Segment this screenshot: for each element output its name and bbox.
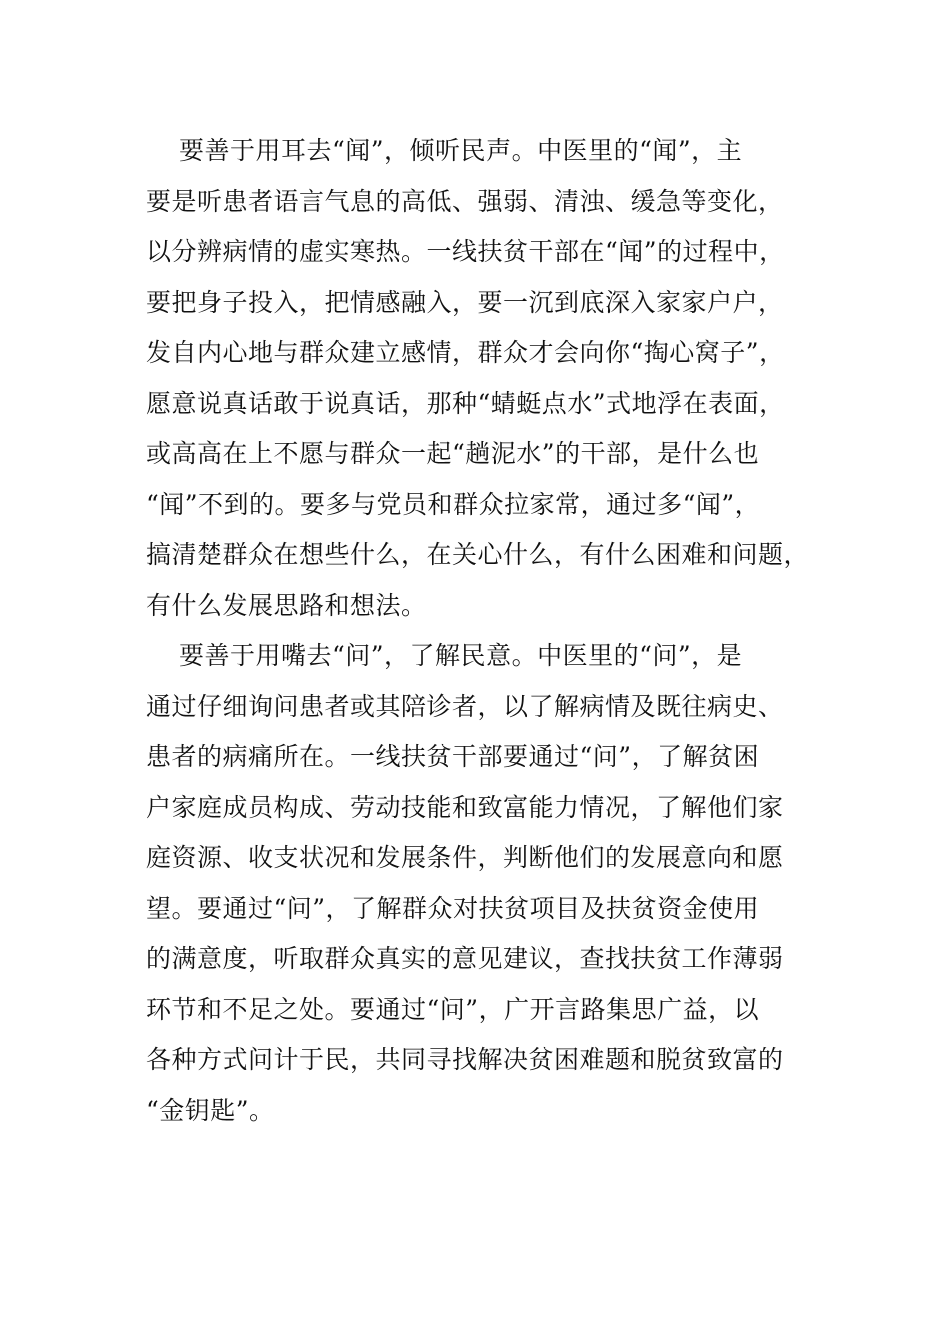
paragraph-line: 以分辨病情的虚实寒热。一线扶贫干部在“闻”的过程中， (146, 237, 785, 266)
paragraph-line: 要善于用嘴去“问”，了解民意。中医里的“问”，是 (179, 641, 743, 670)
paragraph-line: 或高高在上不愿与群众一起“趟泥水”的干部，是什么也 (146, 439, 760, 468)
paragraph-line: “闻”不到的。要多与党员和群众拉家常，通过多“闻”， (146, 489, 761, 519)
paragraph-line: 发自内心地与群众建立感情，群众才会向你“掏心窝子”， (146, 338, 785, 367)
paragraph-line: 环节和不足之处。要通过“问”，广开言路集思广益，以 (146, 994, 760, 1024)
paragraph-asking (146, 631, 806, 1136)
paragraph-listening (146, 126, 810, 631)
paragraph-line: 搞清楚群众在想些什么，在关心什么，有什么困难和问题， (146, 540, 810, 569)
paragraph-line: 患者的病痛所在。一线扶贫干部要通过“问”，了解贫困 (146, 742, 760, 771)
paragraph-line: 要是听患者语言气息的高低、强弱、清浊、缓急等变化， (146, 186, 784, 216)
paragraph-line: 户家庭成员构成、劳动技能和致富能力情况，了解他们家 (146, 792, 784, 822)
paragraph-line: 庭资源、收支状况和发展条件，判断他们的发展意向和愿 (146, 843, 784, 872)
paragraph-line: 的满意度，听取群众真实的意见建议，查找扶贫工作薄弱 (146, 944, 784, 973)
paragraph-line: 通过仔细询问患者或其陪诊者，以了解病情及既往病史、 (146, 691, 784, 721)
paragraph-line: 愿意说真话敢于说真话，那种“蜻蜓点水”式地浮在表面， (146, 388, 785, 418)
paragraph-line: 望。要通过“问”，了解群众对扶贫项目及扶贫资金使用 (146, 893, 760, 923)
paragraph-line: 有什么发展思路和想法。 (146, 590, 427, 620)
paragraph-line: 要善于用耳去“闻”，倾听民声。中医里的“闻”，主 (179, 136, 743, 165)
document-body (146, 126, 810, 1136)
paragraph-line: “金钥匙”。 (146, 1095, 275, 1125)
paragraph-line: 要把身子投入，把情感融入，要一沉到底深入家家户户， (146, 287, 784, 317)
paragraph-line: 各种方式问计于民，共同寻找解决贫困难题和脱贫致富的 (146, 1045, 784, 1074)
